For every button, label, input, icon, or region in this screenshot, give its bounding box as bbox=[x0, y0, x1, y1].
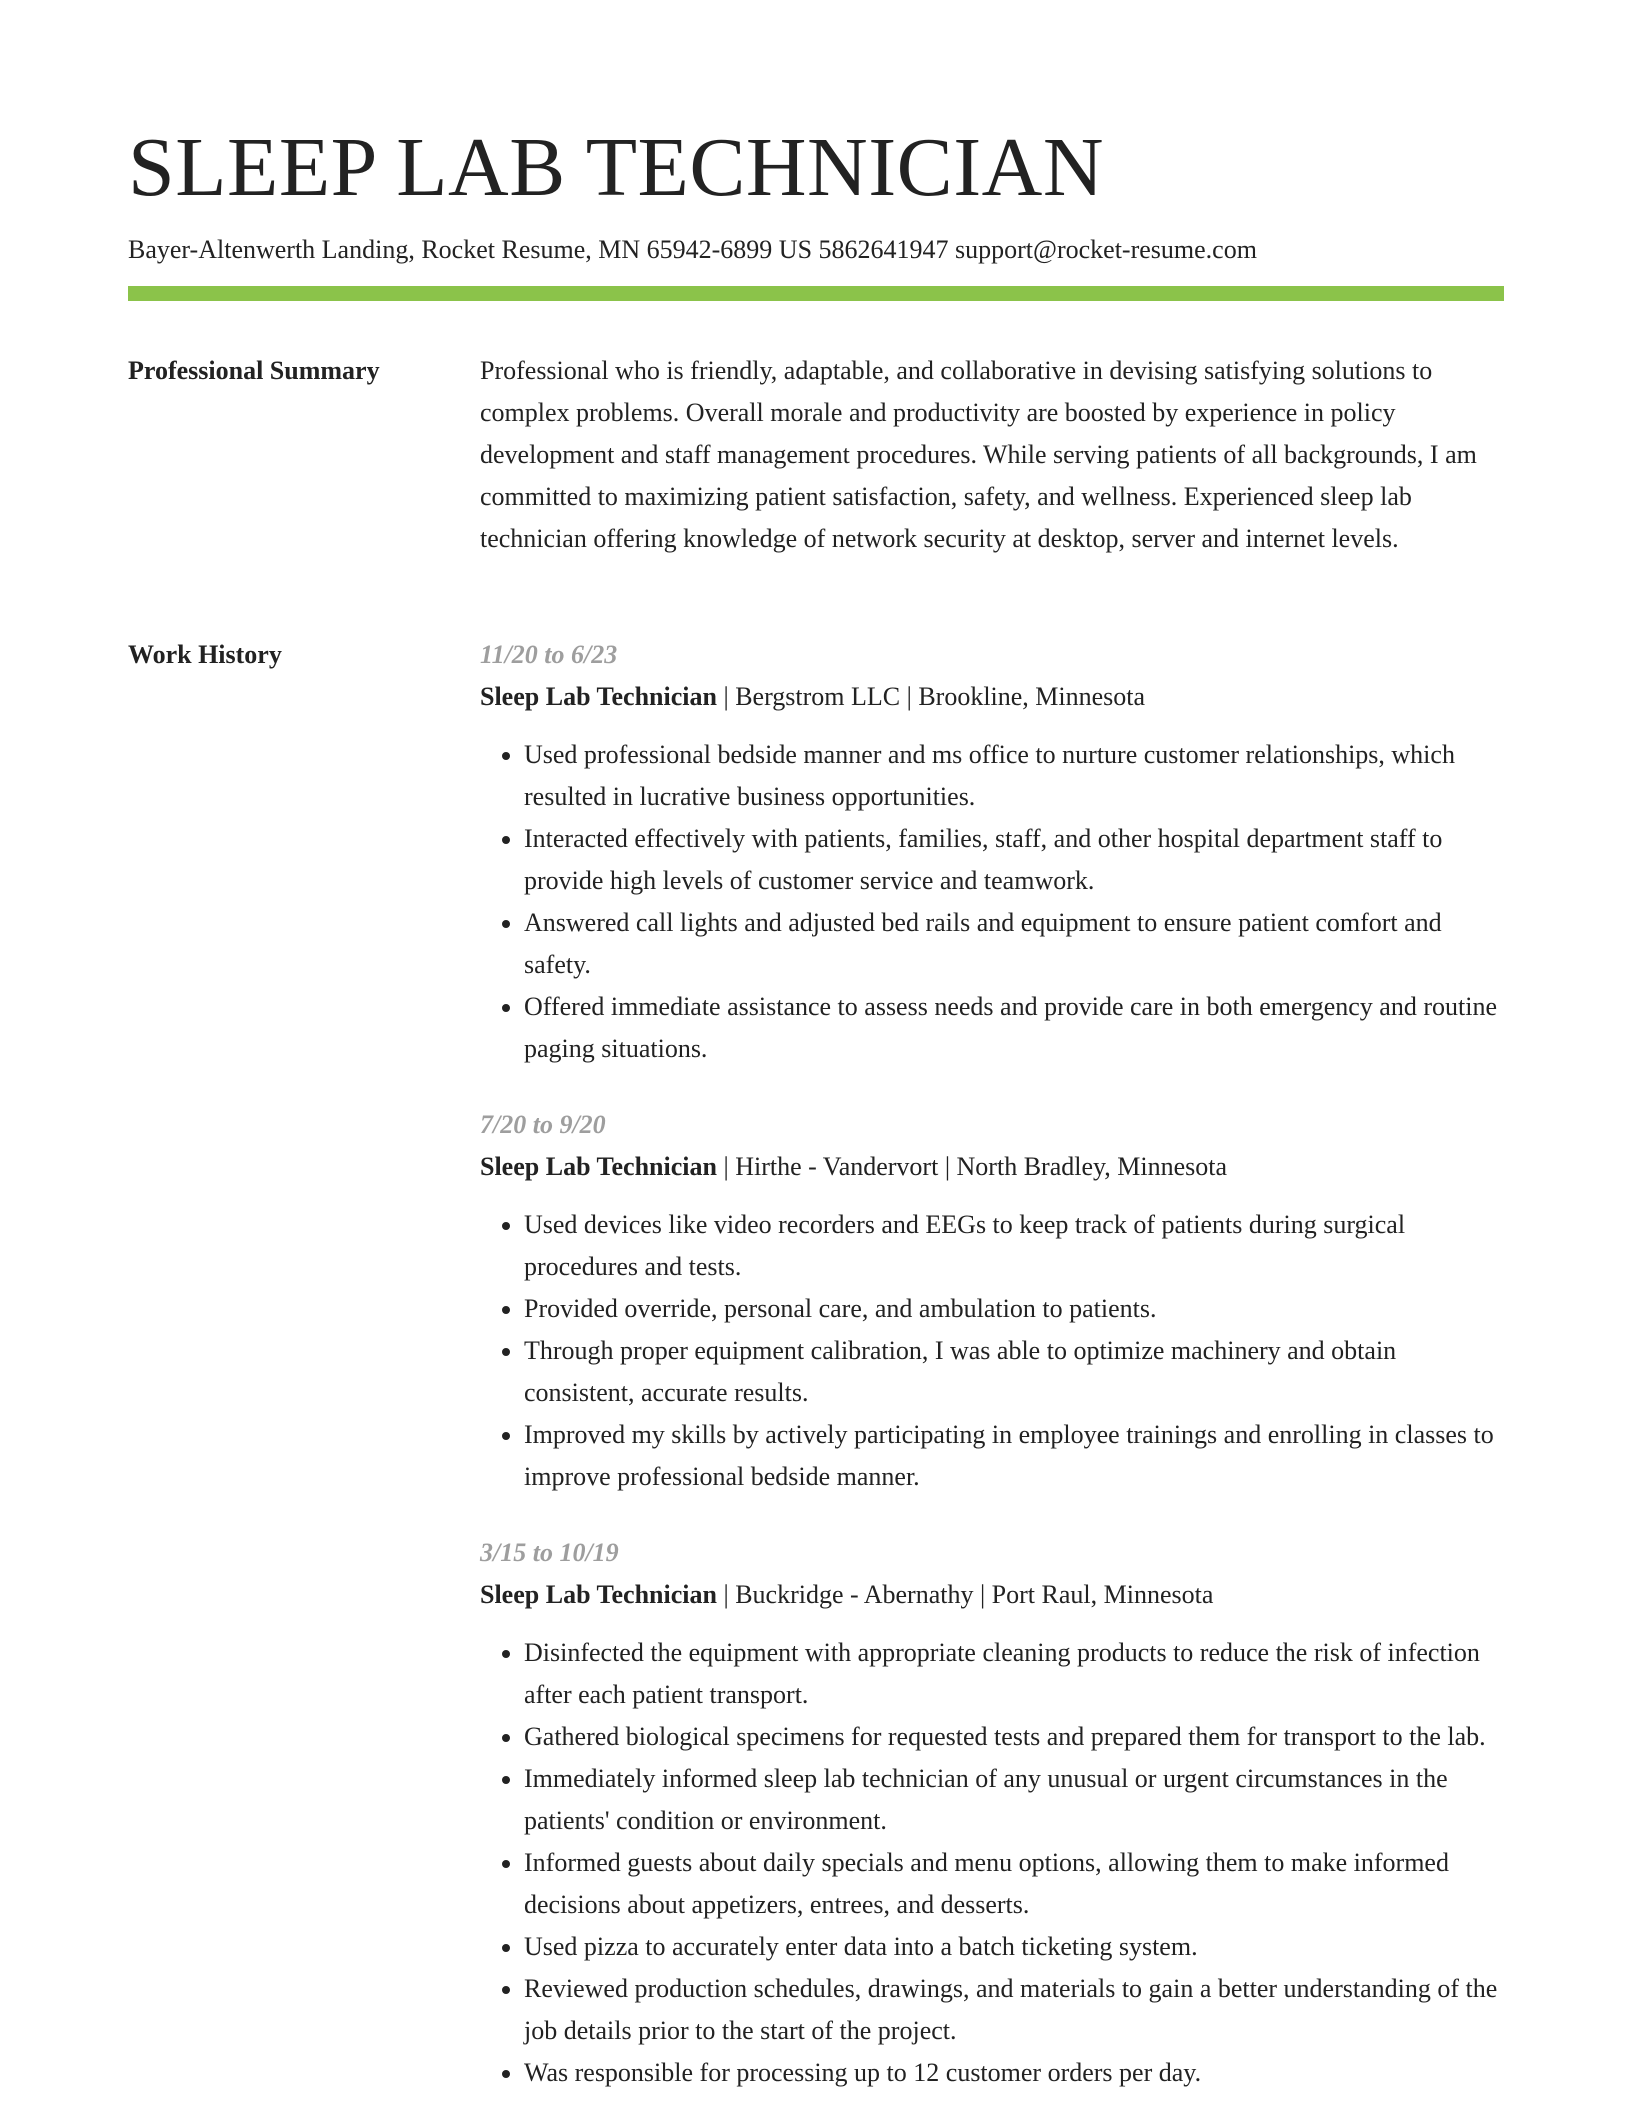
job-location: Port Raul, Minnesota bbox=[991, 1580, 1214, 1609]
job-duty: • Answered call lights and adjusted bed rails and equipment to ensure patient comfort and safety. bbox=[524, 902, 1504, 986]
job-location: North Bradley, Minnesota bbox=[956, 1152, 1228, 1181]
job-duty: • Provided override, personal care, and ambulation to patients. bbox=[524, 1288, 1504, 1330]
job-heading bbox=[480, 676, 1504, 718]
professional-summary-text: Professional who is friendly, adaptable, and collaborative in devising satisfying solutions to complex problems. Overall morale and productivity are boosted by experience in policy development and staff management procedures. While serving patients of all backgrounds, I am committed to maximizing patient satisfaction, safety, and wellness. Experienced sleep lab technician offering knowledge of network security at desktop, server and internet levels. bbox=[480, 356, 1477, 553]
job-location: Brookline, Minnesota bbox=[918, 682, 1146, 711]
job-duty: • Used pizza to accurately enter data into a batch ticketing system. bbox=[524, 1926, 1504, 1968]
job-dates: 11/20 to 6/23 bbox=[480, 640, 618, 669]
job-duty: • Gathered biological specimens for requested tests and prepared them for transport to the lab. bbox=[524, 1716, 1504, 1758]
section-heading-work-history: Work History bbox=[128, 640, 282, 669]
job-separator: | bbox=[716, 682, 736, 711]
job-company: Hirthe - Vandervort bbox=[735, 1152, 939, 1181]
job-duty: • Used devices like video recorders and EEGs to keep track of patients during surgical procedures and tests. bbox=[524, 1204, 1504, 1288]
job-company: Bergstrom LLC bbox=[735, 682, 901, 711]
resume-title: SLEEP LAB TECHNICIAN bbox=[128, 121, 1104, 214]
job-duty: • Improved my skills by actively participating in employee trainings and enrolling in classes to improve professional bedside manner. bbox=[524, 1414, 1504, 1498]
job-title: Sleep Lab Technician bbox=[480, 1152, 717, 1181]
job-separator: | bbox=[938, 1152, 957, 1181]
section-heading-professional-summary: Professional Summary bbox=[128, 356, 380, 385]
job-duty: • Reviewed production schedules, drawings, and materials to gain a better understanding of the job details prior to the start of the project. bbox=[524, 1968, 1504, 2052]
job-duties-list bbox=[480, 1632, 1504, 2094]
header-divider bbox=[128, 286, 1504, 301]
job-duty: • Through proper equipment calibration, I was able to optimize machinery and obtain consistent, accurate results. bbox=[524, 1330, 1504, 1414]
work-history-list bbox=[480, 634, 1504, 2128]
contact-info: Bayer-Altenwerth Landing, Rocket Resume, MN 65942-6899 US 5862641947 support@rocket-resume.com bbox=[128, 235, 1257, 264]
job-title: Sleep Lab Technician bbox=[480, 682, 717, 711]
job-duty: • Was responsible for processing up to 12 customer orders per day. bbox=[524, 2052, 1504, 2094]
job-duty: • Used professional bedside manner and ms office to nurture customer relationships, which resulted in lucrative business opportunities. bbox=[524, 734, 1504, 818]
job-separator: | bbox=[973, 1580, 992, 1609]
job-separator: | bbox=[716, 1580, 736, 1609]
job-entry bbox=[480, 1532, 1504, 2094]
job-dates: 7/20 to 9/20 bbox=[480, 1110, 606, 1139]
job-duty: • Disinfected the equipment with appropriate cleaning products to reduce the risk of infection after each patient transport. bbox=[524, 1632, 1504, 1716]
job-separator: | bbox=[716, 1152, 736, 1181]
job-heading bbox=[480, 1574, 1504, 1616]
job-entry bbox=[480, 634, 1504, 1070]
job-title: Sleep Lab Technician bbox=[480, 1580, 717, 1609]
job-duty: • Immediately informed sleep lab technician of any unusual or urgent circumstances in the patients' condition or environment. bbox=[524, 1758, 1504, 1842]
job-entry bbox=[480, 1104, 1504, 1498]
job-duty: • Offered immediate assistance to assess needs and provide care in both emergency and routine paging situations. bbox=[524, 986, 1504, 1070]
job-duties-list bbox=[480, 734, 1504, 1070]
job-dates: 3/15 to 10/19 bbox=[480, 1538, 619, 1567]
job-duty: • Interacted effectively with patients, families, staff, and other hospital department staff to provide high levels of customer service and teamwork. bbox=[524, 818, 1504, 902]
job-duties-list bbox=[480, 1204, 1504, 1498]
job-company: Buckridge - Abernathy bbox=[735, 1580, 974, 1609]
job-separator: | bbox=[900, 682, 919, 711]
job-heading bbox=[480, 1146, 1504, 1188]
job-duty: • Informed guests about daily specials and menu options, allowing them to make informed decisions about appetizers, entrees, and desserts. bbox=[524, 1842, 1504, 1926]
